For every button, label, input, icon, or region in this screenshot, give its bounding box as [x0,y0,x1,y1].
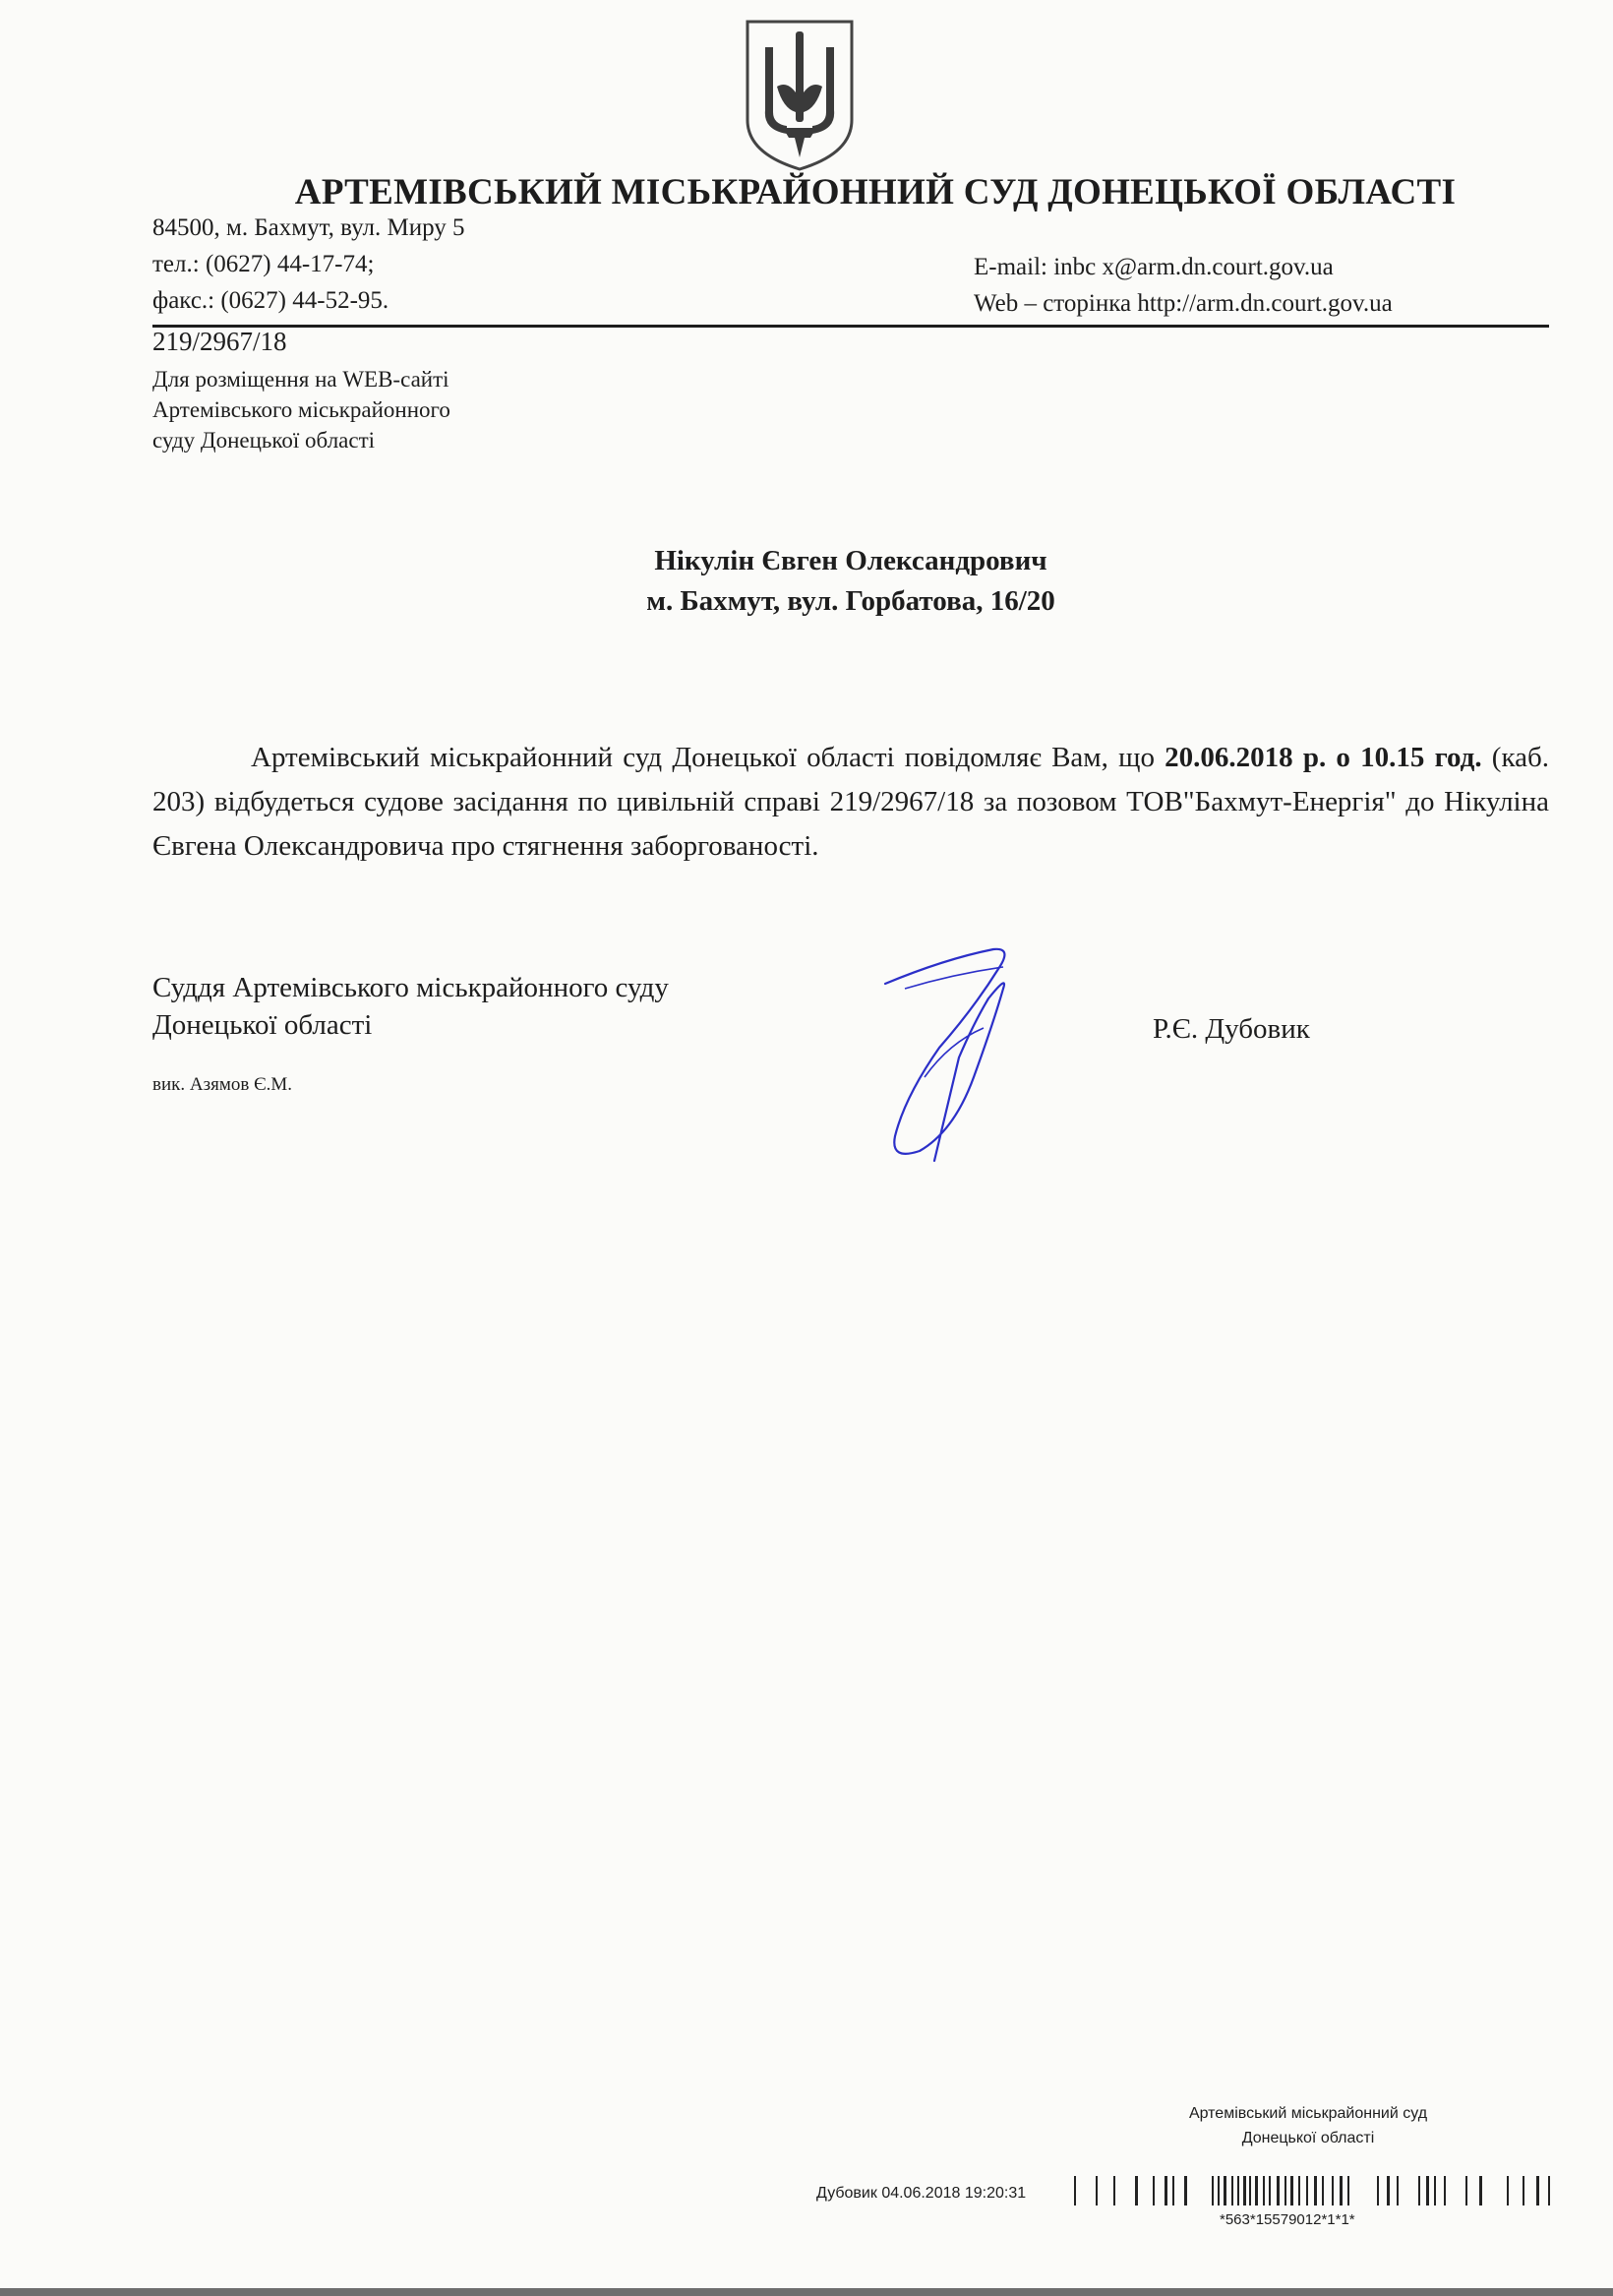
judge-title-line: Донецької області [152,1009,373,1041]
notice-body [152,736,1549,869]
court-phone: тел.: (0627) 44-17-74; [152,251,375,277]
notice-text: (каб. 203) відбудеться судове засідання по цивільній справі 219/2967/18 за позовом ТОВ"Бахмут-Енергія" до Нікуліна Євгена Олександровича про стягнення заборгованості. [152,742,1549,862]
web-publication-note [152,364,450,455]
addressee-block [0,541,1613,622]
e-signature-timestamp: Дубовик 04.06.2018 19:20:31 [816,2185,1027,2202]
stamp-court-line: Донецької області [1241,2130,1375,2146]
hearing-date: 20.06.2018 р. о 10.15 год. [1165,742,1482,773]
coat-of-arms-icon [742,18,858,173]
addressee-name: Нікулін Євген Олександрович [654,545,1047,576]
court-fax: факс.: (0627) 44-52-95. [152,287,389,314]
executor-note: вик. Азямов Є.М. [152,1074,293,1095]
addressee-address: м. Бахмут, вул. Горбатова, 16/20 [646,585,1055,617]
barcode [1074,2170,1551,2209]
web-note-line: Для розміщення на WEB-сайті [152,367,449,392]
e-stamp-court [1131,2101,1485,2150]
case-number: 219/2967/18 [152,327,287,356]
court-name-heading: АРТЕМІВСЬКИЙ МІСЬКРАЙОННИЙ СУД ДОНЕЦЬКОЇ ОБЛАСТІ [294,172,1457,212]
judge-title [152,969,669,1044]
notice-text: Артемівський міськрайонний суд Донецької області повідомляє Вам, що [251,742,1165,773]
handwritten-signature [866,930,1062,1225]
court-website: Web – сторінка http://arm.dn.court.gov.ua [974,290,1393,317]
judge-name: Р.Є. Дубовик [1153,1013,1310,1045]
web-note-line: суду Донецької області [152,428,376,453]
stamp-court-line: Артемівський міськрайонний суд [1188,2105,1428,2122]
court-address: 84500, м. Бахмут, вул. Миру 5 [152,214,465,241]
barcode-number: *563*15579012*1*1* [1220,2211,1355,2228]
court-email: E-mail: inbc x@arm.dn.court.gov.ua [974,254,1334,280]
scan-edge [0,2288,1613,2296]
web-note-line: Артемівського міськрайонного [152,397,450,422]
header-divider [152,325,1549,328]
judge-title-line: Суддя Артемівського міськрайонного суду [152,972,669,1003]
